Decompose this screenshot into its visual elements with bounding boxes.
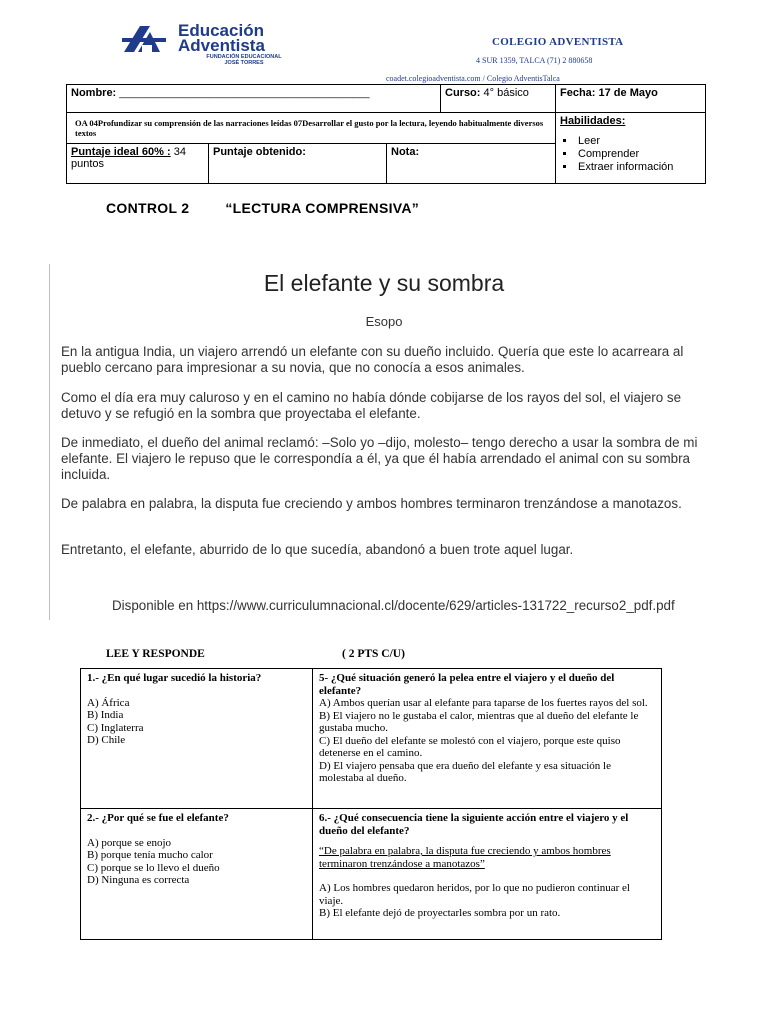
question-6-quote: “De palabra en palabra, la disputa fue creciendo y ambos hombres terminaron trenzándose a manotazos” xyxy=(319,845,611,870)
logo-line-4: JOSÉ TORRES xyxy=(224,60,264,66)
option[interactable]: B) El viajero no le gustaba el calor, mientras que al dueño del elefante le gustaba mucho. xyxy=(319,709,639,734)
story-paragraph: Como el día era muy caluroso y en el camino no había dónde cobijarse de los rayos del sol, el viajero se detuvo y se refugió en la sombra que proyectaba el elefante. xyxy=(61,390,682,421)
option[interactable]: D) Chile xyxy=(87,734,126,746)
student-info-table xyxy=(66,84,706,184)
habilidad-item: ▪ Extraer información xyxy=(576,161,701,174)
puntaje-obtenido-cell[interactable] xyxy=(209,144,387,183)
puntaje-ideal-value: 34 puntos xyxy=(71,146,186,170)
question-5-text: 5- ¿Qué situación generó la pelea entre el viajero y el dueño del elefante? xyxy=(319,672,615,697)
question-5[interactable] xyxy=(313,669,661,809)
nombre-label: Nombre: xyxy=(71,87,117,99)
school-website[interactable]: coadet.colegioadventista.com / Colegio AdventisTalca xyxy=(386,74,560,83)
nombre-cell[interactable] xyxy=(67,85,441,113)
logo-foundation xyxy=(194,54,294,66)
control-name: “LECTURA COMPRENSIVA” xyxy=(225,200,420,216)
nota-label: Nota: xyxy=(391,146,420,158)
habilidades-list xyxy=(560,135,701,174)
option[interactable]: B) India xyxy=(87,709,124,721)
option[interactable]: A) porque se enojo xyxy=(87,836,172,849)
option[interactable]: A) Ambos querían usar al elefante para taparse de los fuertes rayos del sol. xyxy=(319,697,648,709)
fecha-cell: Fecha: 17 de Mayo xyxy=(556,85,705,113)
habilidad-item: ▪ Leer xyxy=(576,135,701,148)
control-number: CONTROL 2 xyxy=(106,200,190,216)
curso-value: 4° básico xyxy=(483,87,529,99)
school-address: 4 SUR 1359, TALCA (71) 2 880658 xyxy=(476,56,593,65)
question-2-text: 2.- ¿Por qué se fue el elefante? xyxy=(87,812,229,824)
nombre-line: _____________________________________________ xyxy=(119,88,370,99)
question-1[interactable] xyxy=(81,669,313,809)
nota-cell[interactable] xyxy=(387,144,556,183)
option[interactable]: D) El viajero pensaba que era dueño del elefante y esa situación le molestaba al dueño. xyxy=(319,759,611,784)
logo-line-1: Educación xyxy=(178,21,264,40)
question-6[interactable] xyxy=(313,809,661,939)
habilidades-cell xyxy=(556,113,705,183)
option[interactable]: A) Los hombres quedaron heridos, por lo que no pudieron continuar el viaje. xyxy=(319,882,630,907)
logo-line-2: Adventista xyxy=(178,36,265,55)
habilidad-item: ▪ Comprender xyxy=(576,148,701,161)
puntaje-ideal-label: Puntaje ideal 60% : xyxy=(71,146,171,158)
story-author: Esopo xyxy=(365,314,403,329)
story-paragraph: En la antigua India, un viajero arrendó un elefante con su dueño incluido. Quería que este lo acarreara al pueblo cercano para impresionar a su novia, que no conocía a esos animales. xyxy=(61,344,684,375)
puntaje-obtenido-label: Puntaje obtenido: xyxy=(213,146,306,158)
questions-points: ( 2 PTS C/U) xyxy=(342,648,405,660)
school-name: COLEGIO ADVENTISTA xyxy=(492,36,624,48)
story-paragraph: Entretanto, el elefante, aburrido de lo que sucedía, abandonó a buen trote aquel lugar. xyxy=(61,542,574,557)
story-paragraph: De palabra en palabra, la disputa fue creciendo y ambos hombres terminaron trenzándose a manotazos. xyxy=(61,496,682,511)
question-6-text: 6.- ¿Qué consecuencia tiene la siguiente acción entre el viajero y el dueño del elefante? xyxy=(319,812,629,837)
story-title: El elefante y su sombra xyxy=(263,270,505,296)
habilidades-label: Habilidades: xyxy=(560,115,626,127)
school-logo xyxy=(122,22,312,68)
questions-heading: LEE Y RESPONDE xyxy=(106,648,205,660)
story-source-link[interactable]: Disponible en https://www.curriculumnacional.cl/docente/629/articles-131722_recurso2_pdf.pdf xyxy=(112,598,675,613)
question-1-text: 1.- ¿En qué lugar sucedió la historia? xyxy=(87,672,262,684)
logo-line-3: FUNDACIÓN EDUCACIONAL xyxy=(206,54,282,60)
option[interactable]: C) porque se lo llevo el dueño xyxy=(87,861,220,874)
story-paragraph: De inmediato, el dueño del animal reclamó: –Solo yo –dijo, molesto– tengo derecho a usar la sombra de mi elefante. El viajero le repuso que le correspondía a él, ya que él había arrendado el animal con su sombra incluida. xyxy=(61,435,698,482)
option[interactable]: D) Ninguna es correcta xyxy=(87,874,190,886)
option[interactable]: C) El dueño del elefante se molestó con el viajero, porque este quiso detenerse en el camino. xyxy=(319,734,621,759)
curso-cell xyxy=(441,85,556,113)
option[interactable]: B) porque tenía mucho calor xyxy=(87,849,213,861)
option[interactable]: B) El elefante dejó de proyectarles sombra por un rato. xyxy=(319,907,561,919)
questions-table xyxy=(80,668,662,940)
curso-label: Curso: xyxy=(445,87,481,99)
question-2[interactable] xyxy=(81,809,313,939)
logo-mark-icon xyxy=(122,24,168,54)
option[interactable]: A) África xyxy=(87,696,130,709)
puntaje-ideal-cell xyxy=(67,144,209,183)
control-title xyxy=(106,200,455,216)
option[interactable]: C) Inglaterra xyxy=(87,721,144,734)
oa-objectives: OA 04Profundizar su comprensión de las narraciones leídas 07Desarrollar el gusto por la lectura, leyendo habitualmente diversos textos xyxy=(67,113,556,144)
